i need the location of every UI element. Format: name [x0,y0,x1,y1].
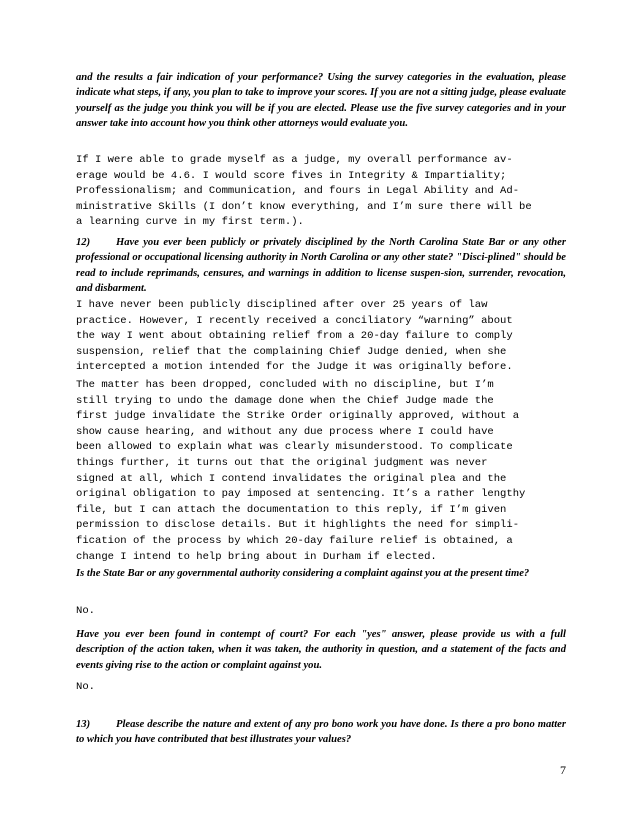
question-performance-evaluation: and the results a fair indication of your performance? Using the survey categories in the evaluation, please indicate what steps, if any, you plan to take to improve your scores. If you are not a sitting judge, please evaluate yourself as the judge you think you will be if you are elected. Please use the five survey categories and in your answer take into account how you think other attorneys would evaluate you. [76,72,566,130]
question-13-text: Please describe the nature and extent of any pro bono work you have done. Is there a pro bono matter to which you have contributed that best illustrates your values? [76,719,566,746]
answer-12-paragraph-1: I have never been publicly disciplined after over 25 years of law practice. However, I recently received a conciliatory “warning” about the way I went about obtaining relief from a 20-day failure to comply suspension, relief that the complaining Chief Judge denied, when she intercepted a motion intended for the Judge it was originally before. [76,299,513,374]
question-12-number: 12) [76,237,91,248]
question-12-discipline [76,235,566,297]
question-contempt-of-court: Have you ever been found in contempt of court? For each "yes" answer, please provide us with a full description of the action taken, when it was taken, the authority in question, and a statement of the facts and events giving rise to the action or complaint against you. [76,629,566,671]
question-13-number: 13) [76,719,91,730]
answer-contempt-of-court: No. [76,681,95,693]
answer-performance-evaluation: If I were able to grade myself as a judge, my overall performance av- erage would be 4.6. I would score fives in Integrity & Impartiality; Professionalism; and Communication, and fours in Legal Ability and Ad- ministrative Skills (I don’t know everything, and I’m sure there will be a learning curve in my first term.). [76,154,532,229]
question-state-bar-complaint: Is the State Bar or any governmental authority considering a complaint against you at the present time? [76,568,530,579]
question-13-pro-bono [76,717,566,748]
answer-12-paragraph-2: The matter has been dropped, concluded with no discipline, but I’m still trying to undo the damage done when the Chief Judge made the first judge invalidate the Strike Order originally approved, without a show cause hearing, and without any due process where I could have been allowed to explain what was clearly misunderstood. To complicate things further, it turns out that the original judgment was never signed at all, which I contend invalidates the original plea and the original obligation to pay imposed at sentencing. It’s a rather lengthy file, but I can attach the documentation to this reply, if I’m given permission to disclose details. But it highlights the need for simpli- fication of the process by which 20-day failure relief is obtained, a change I intend to help bring about in Durham if elected. [76,379,526,563]
answer-state-bar-complaint: No. [76,605,95,617]
question-12-text: Have you ever been publicly or privately disciplined by the North Carolina State Bar or any other professional or occupational licensing authority in North Carolina or any other state? "Disci-plined" should be read to include reprimands, censures, and warnings in addition to license suspen-sion, surrender, revocation, and disbarment. [76,237,566,295]
page-number: 7 [560,763,566,777]
